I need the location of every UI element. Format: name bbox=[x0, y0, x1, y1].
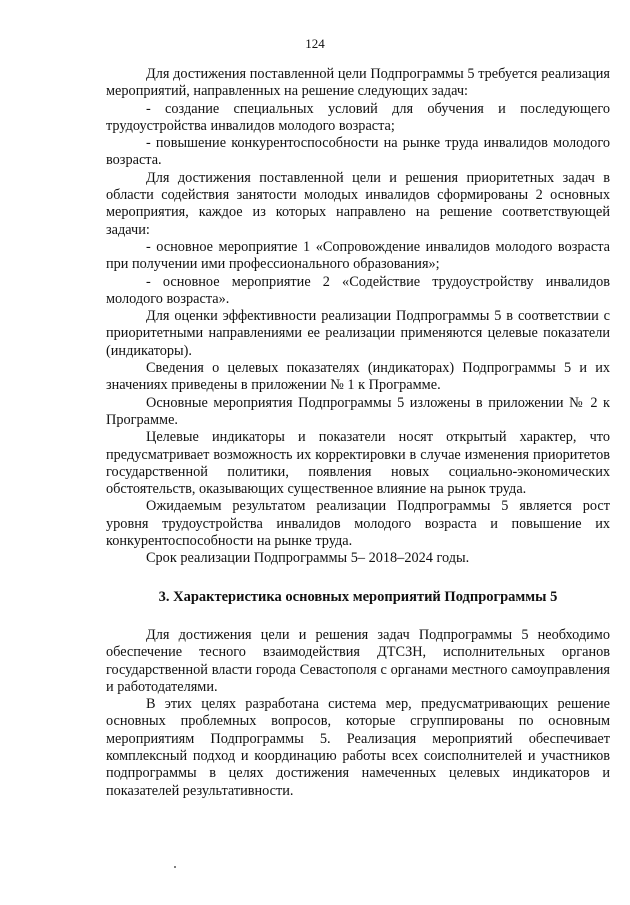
list-item: - создание специальных условий для обучения и последующего трудоустройства инвалидов молодого возраста; bbox=[106, 100, 610, 134]
list-item: - основное мероприятие 2 «Содействие трудоустройству инвалидов молодого возраста». bbox=[106, 273, 610, 307]
paragraph: Основные мероприятия Подпрограммы 5 изложены в приложении № 2 к Программе. bbox=[106, 394, 610, 428]
scan-speck bbox=[174, 866, 176, 868]
paragraph: Ожидаемым результатом реализации Подпрограммы 5 является рост уровня трудоустройства инвалидов молодого возраста и повышение их конкурентоспособности на рынке труда. bbox=[106, 498, 610, 550]
paragraph: Срок реализации Подпрограммы 5– 2018–2024 годы. bbox=[146, 550, 470, 567]
page-number: 124 bbox=[305, 36, 325, 51]
paragraph: Для достижения поставленной цели Подпрограммы 5 требуется реализация мероприятий, направленных на решение следующих задач: bbox=[106, 66, 610, 100]
list-item: - повышение конкурентоспособности на рынке труда инвалидов молодого возраста. bbox=[106, 135, 610, 169]
paragraph: В этих целях разработана система мер, предусматривающих решение основных проблемных вопросов, которые сгруппированы по основным мероприятиям Подпрограммы 5. Реализация мероприятий обеспечивает комплексный подход и координацию работы всех соисполнителей и участников подпрограммы в целях достижения намеченных целевых индикаторов и показателей результативности. bbox=[106, 696, 610, 799]
paragraph: Сведения о целевых показателях (индикаторах) Подпрограммы 5 и их значениях приведены в приложении № 1 к Программе. bbox=[106, 360, 610, 394]
list-item: - основное мероприятие 1 «Сопровождение инвалидов молодого возраста при получении ими профессионального образования»; bbox=[106, 238, 610, 273]
paragraph: Для достижения цели и решения задач Подпрограммы 5 необходимо обеспечение тесного взаимодействия ДТСЗН, исполнительных органов государственной власти города Севастополя с органами местного самоуправления и работодателями. bbox=[106, 626, 610, 695]
paragraph: Для оценки эффективности реализации Подпрограммы 5 в соответствии с приоритетными направлениями ее реализации применяются целевые показатели (индикаторы). bbox=[106, 308, 610, 359]
document-body bbox=[106, 66, 610, 800]
paragraph: Для достижения поставленной цели и решения приоритетных задач в области содействия занятости молодых инвалидов сформированы 2 основных мероприятия, каждое из которых направлено на решение соответствующей задачи: bbox=[106, 169, 610, 238]
paragraph: Целевые индикаторы и показатели носят открытый характер, что предусматривает возможность их корректировки в случае изменения приоритетов государственной политики, появления новых социально-экономических обстоятельств, оказывающих существенное влияние на рынок труда. bbox=[106, 429, 610, 498]
section-heading: 3. Характеристика основных мероприятий Подпрограммы 5 bbox=[158, 588, 558, 605]
